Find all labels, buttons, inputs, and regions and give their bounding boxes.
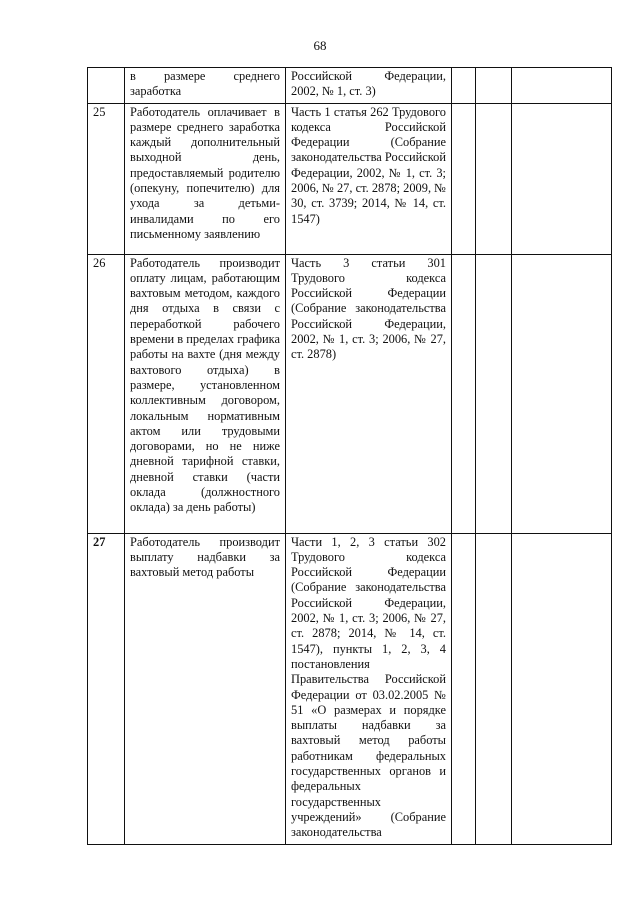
answer-no-cell: [476, 68, 512, 104]
row-number: 26: [88, 254, 125, 533]
answer-no-cell: [476, 533, 512, 844]
table-row: [88, 254, 612, 533]
requirement-text: Работодатель производит выплату надбавки за вахтовый метод работы: [125, 533, 286, 844]
legal-source-text: Российской Федерации, 2002, № 1, ст. 3): [286, 68, 452, 104]
answer-yes-cell: [452, 103, 476, 254]
note-cell: [512, 533, 612, 844]
requirement-text: Работодатель оплачивает в размере среднего заработка каждый дополнительный выходной день, предоставляемый родителю (опекуну, попечителю) для ухода за детьми-инвалидами по его письменному заявлению: [125, 103, 286, 254]
answer-yes-cell: [452, 68, 476, 104]
row-number: [88, 68, 125, 104]
row-number: 25: [88, 103, 125, 254]
requirements-table: [87, 67, 612, 845]
page-number: 68: [313, 38, 327, 53]
answer-yes-cell: [452, 254, 476, 533]
answer-no-cell: [476, 103, 512, 254]
answer-yes-cell: [452, 533, 476, 844]
requirement-text: Работодатель производит оплату лицам, работающим вахтовым методом, каждого дня отдыха в связи с переработкой рабочего времени в пределах графика работы на вахте (дня между вахтового отдыха) в размере, установленном коллективным договором, локальным нормативным актом или трудовыми договорами, но не ниже дневной тарифной ставки, дневной ставки (части оклада (должностного оклада) за день работы): [125, 254, 286, 533]
answer-no-cell: [476, 254, 512, 533]
legal-source-text: Части 1, 2, 3 статьи 302 Трудового кодекса Российской Федерации (Собрание законодательства Российской Федерации, 2002, № 1, ст. 3; 2006, № 27, ст. 2878; 2014, № 14, ст. 1547), пункты 1, 2, 3, 4 постановления Правительства Российской Федерации от 03.02.2005 № 51 «О размерах и порядке выплаты надбавки за вахтовый метод работы работникам федеральных государственных органов и федеральных государственных учреждений» (Собрание законодательства: [286, 533, 452, 844]
table-row: [88, 68, 612, 104]
legal-source-text: Часть 1 статья 262 Трудового кодекса Российской Федерации (Собрание законодательства Российской Федерации, 2002, № 1, ст. 3; 2006, № 27, ст. 2878; 2009, № 30, ст. 3739; 2014, № 14, ст. 1547): [286, 103, 452, 254]
row-number: 27: [88, 533, 125, 844]
table-row: [88, 533, 612, 844]
note-cell: [512, 254, 612, 533]
legal-source-text: Часть 3 статьи 301 Трудового кодекса Российской Федерации (Собрание законодательства Российской Федерации, 2002, № 1, ст. 3; 2006, № 27, ст. 2878): [286, 254, 452, 533]
note-cell: [512, 103, 612, 254]
table-row: [88, 103, 612, 254]
note-cell: [512, 68, 612, 104]
requirement-text: в размере среднего заработка: [125, 68, 286, 104]
